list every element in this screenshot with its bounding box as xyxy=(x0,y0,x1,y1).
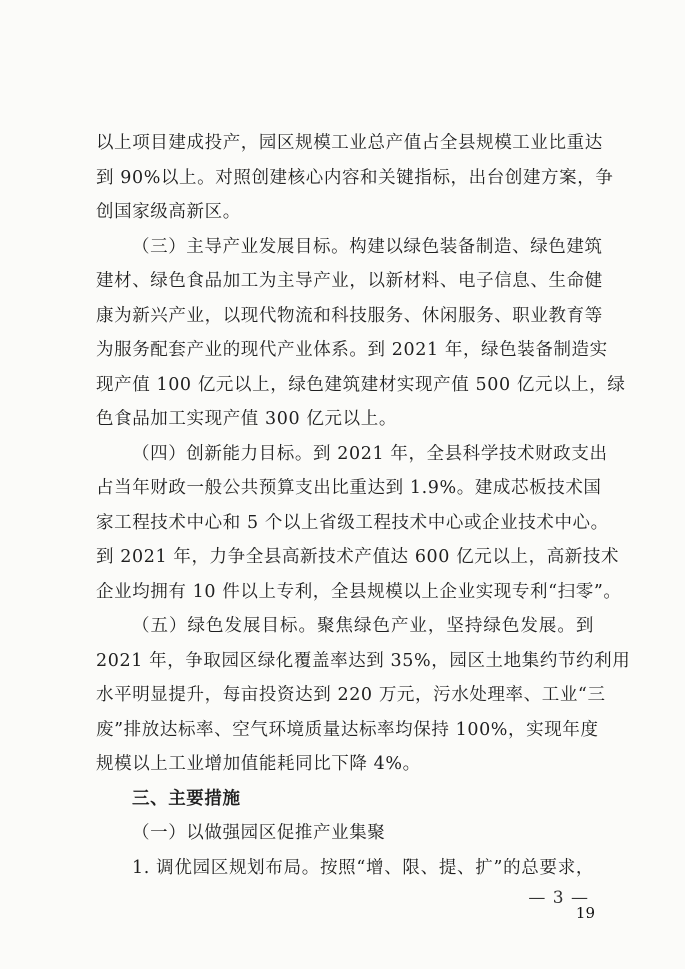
page-number: 19 xyxy=(575,904,595,922)
page-marker: — 3 — xyxy=(528,888,589,908)
text-line: 为服务配套产业的现代产业体系。到 2021 年，绿色装备制造实 xyxy=(96,340,608,360)
text-line: 水平明显提升，每亩投资达到 220 万元，污水处理率、工业“三 xyxy=(96,685,606,705)
text-line: 到 90%以上。对照创建核心内容和关键指标，出台创建方案，争 xyxy=(96,167,614,188)
text-line: 废”排放达标率、空气环境质量达标率均保持 100%，实现年度 xyxy=(96,719,599,740)
body-text xyxy=(96,126,631,885)
subsection-heading: （一）以做强园区促推产业集聚 xyxy=(132,823,386,843)
text-line: 康为新兴产业，以现代物流和科技服务、休闲服务、职业教育等 xyxy=(96,305,603,326)
text-line: 创国家级高新区。 xyxy=(96,202,241,222)
text-line: 企业均拥有 10 件以上专利，全县规模以上企业实现专利“扫零”。 xyxy=(96,581,622,602)
text-line: 以上项目建成投产，园区规模工业总产值占全县规模工业比重达 xyxy=(96,133,603,153)
text-line: 建材、绿色食品加工为主导产业，以新材料、电子信息、生命健 xyxy=(96,271,603,291)
text-line: 规模以上工业增加值能耗同比下降 4%。 xyxy=(96,754,421,774)
text-line: 家工程技术中心和 5 个以上省级工程技术中心或企业技术中心。 xyxy=(96,512,609,533)
text-line: （四）创新能力目标。到 2021 年，全县科学技术财政支出 xyxy=(132,443,608,464)
text-line: 色食品加工实现产值 300 亿元以上。 xyxy=(96,409,397,429)
text-line: 占当年财政一般公共预算支出比重达到 1.9%。建成芯板技术国 xyxy=(96,478,602,498)
text-line: 2021 年，争取园区绿化覆盖率达到 35%，园区土地集约节约利用 xyxy=(96,650,631,671)
text-line: 现产值 100 亿元以上，绿色建筑建材实现产值 500 亿元以上，绿 xyxy=(96,374,626,395)
measure-item-1: 1. 调优园区规划布局。按照“增、限、提、扩”的总要求， xyxy=(132,857,594,878)
text-line: 到 2021 年，力争全县高新技术产值达 600 亿元以上，高新技术 xyxy=(96,547,620,567)
section-heading: 三、主要措施 xyxy=(132,788,241,809)
text-line: （五）绿色发展目标。聚焦绿色产业，坚持绿色发展。到 xyxy=(132,616,594,636)
text-line: （三）主导产业发展目标。构建以绿色装备制造、绿色建筑 xyxy=(132,236,603,257)
paragraph-lines xyxy=(96,126,631,782)
